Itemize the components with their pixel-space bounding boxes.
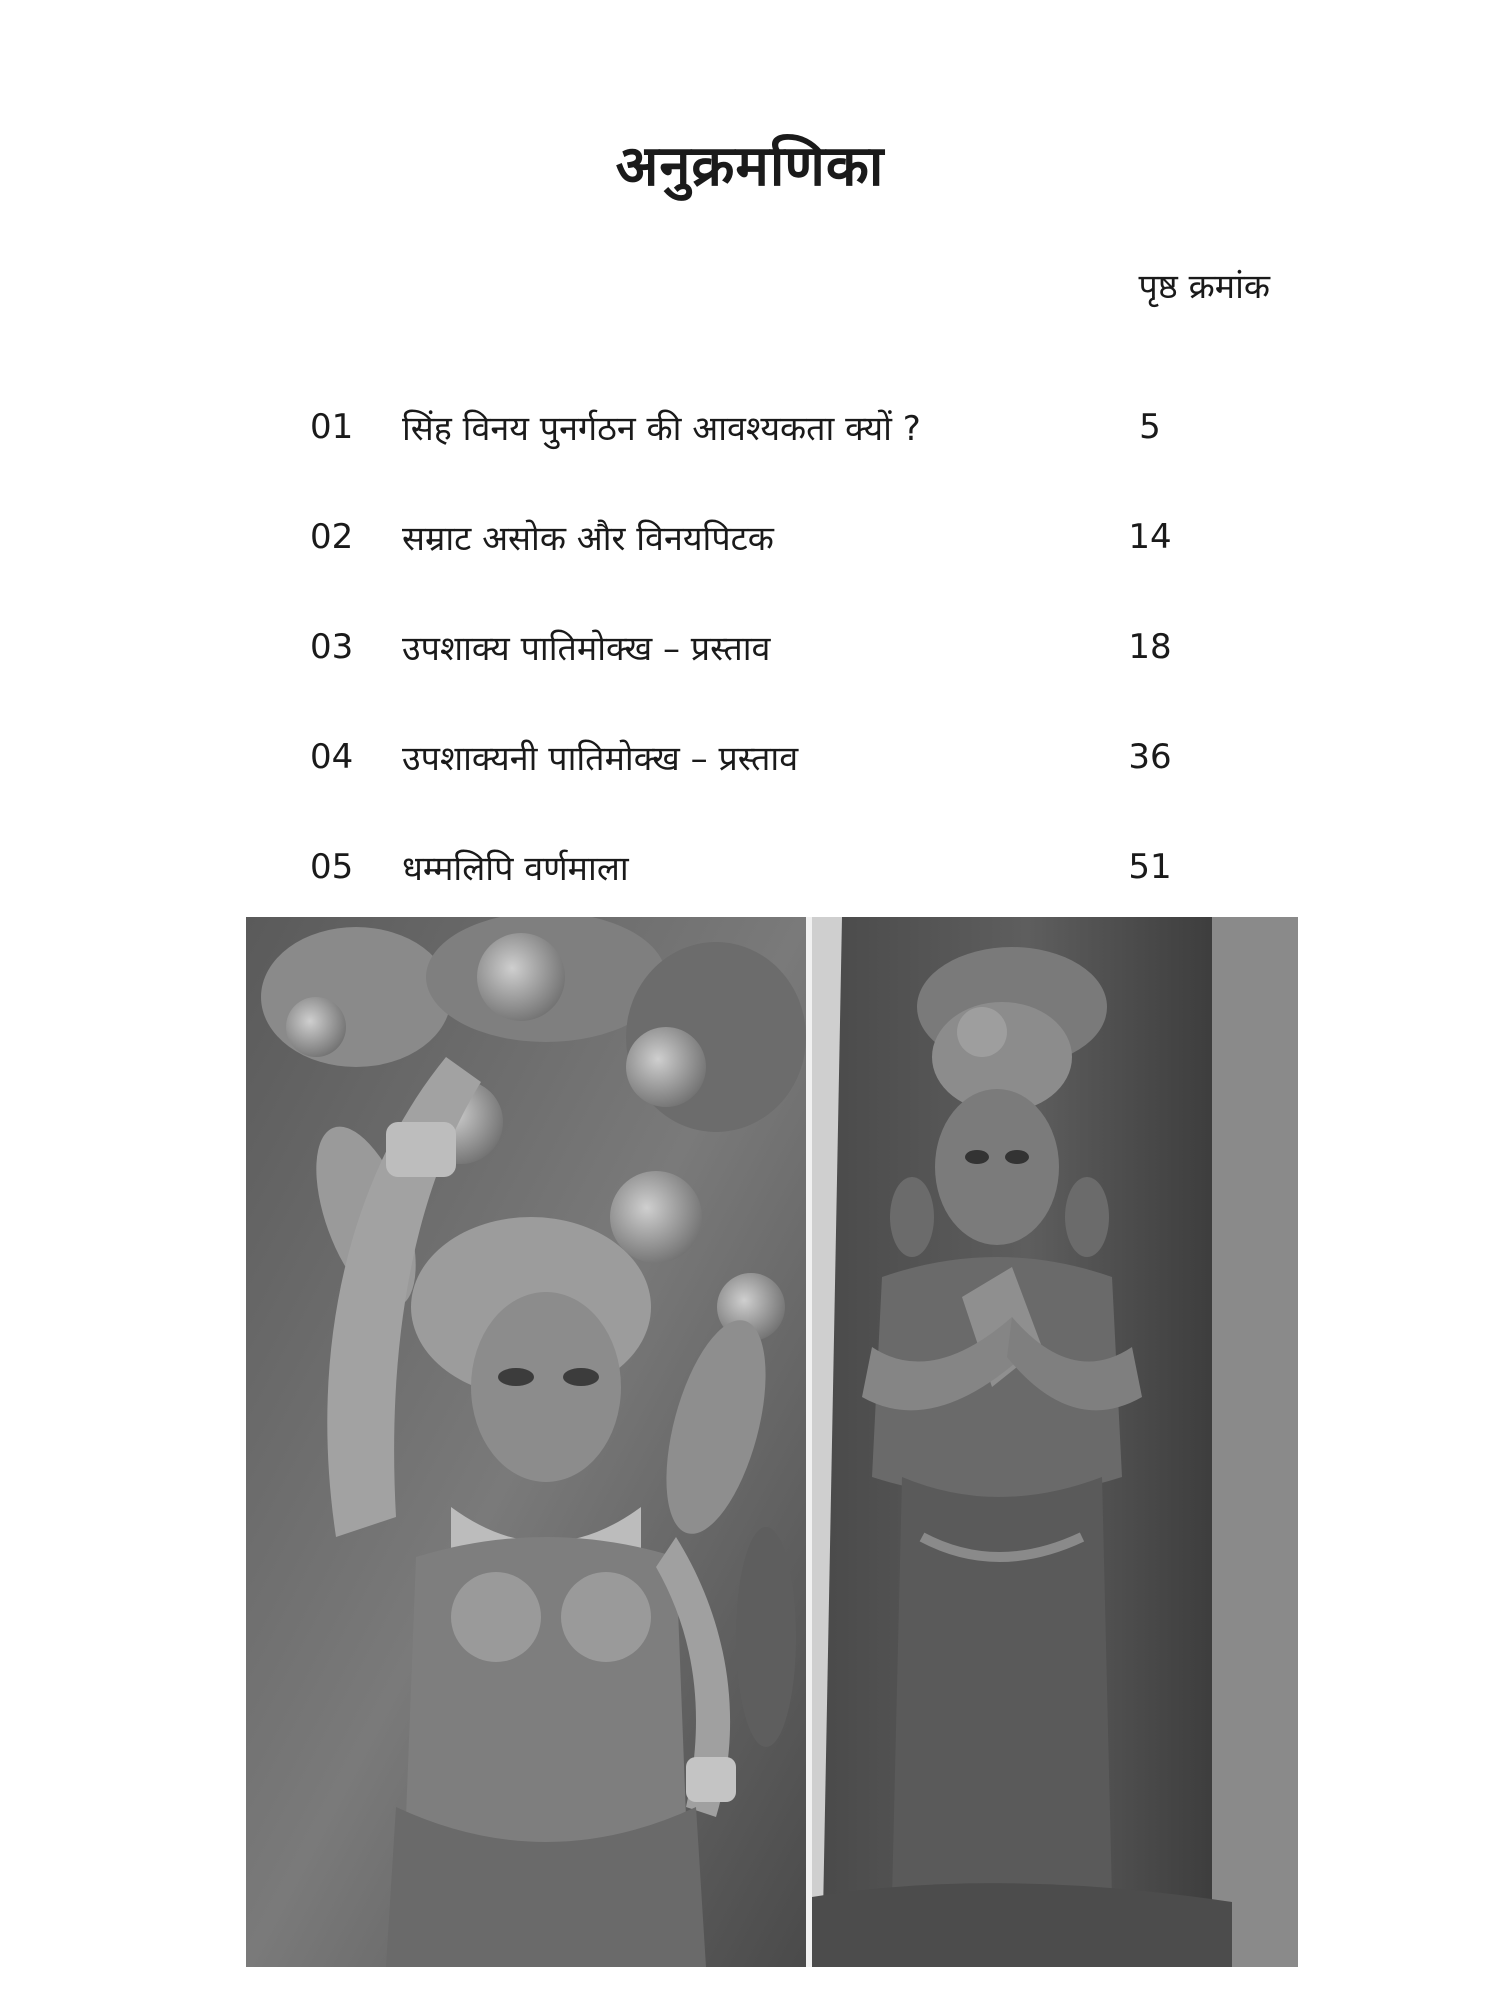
toc-page: 18 <box>1128 627 1172 667</box>
toc-number: 01 <box>310 407 354 447</box>
sculpture-photographs <box>246 917 1298 1967</box>
toc-row <box>310 812 1210 922</box>
toc-number: 02 <box>310 517 354 557</box>
toc-number: 04 <box>310 737 354 777</box>
toc-row <box>310 372 1210 482</box>
toc-title: धम्मलिपि वर्णमाला <box>402 849 629 889</box>
toc-row <box>310 702 1210 812</box>
toc-page: 5 <box>1139 407 1161 447</box>
toc-page: 14 <box>1128 517 1172 557</box>
page-title: अनुक्रमणिका <box>615 132 885 199</box>
toc-row <box>310 482 1210 592</box>
toc-page: 36 <box>1128 737 1172 777</box>
toc-title: उपशाक्यनी पातिमोक्ख – प्रस्ताव <box>402 739 799 779</box>
table-of-contents <box>310 372 1210 922</box>
yaksha-sculpture-image <box>812 917 1298 1967</box>
toc-row <box>310 592 1210 702</box>
toc-title: उपशाक्य पातिमोक्ख – प्रस्ताव <box>402 629 771 669</box>
yakshi-sculpture-image <box>246 917 806 1967</box>
yaksha-sculpture-photo <box>812 917 1298 1967</box>
toc-number: 05 <box>310 847 354 887</box>
yakshi-sculpture-photo <box>246 917 812 1967</box>
toc-title: सम्राट असोक और विनयपिटक <box>402 519 774 559</box>
page-number-column-header: पृष्ठ क्रमांक <box>1138 267 1270 307</box>
toc-page: 51 <box>1128 847 1172 887</box>
toc-title: सिंह विनय पुनर्गठन की आवश्यकता क्यों ? <box>402 409 921 449</box>
toc-number: 03 <box>310 627 354 667</box>
